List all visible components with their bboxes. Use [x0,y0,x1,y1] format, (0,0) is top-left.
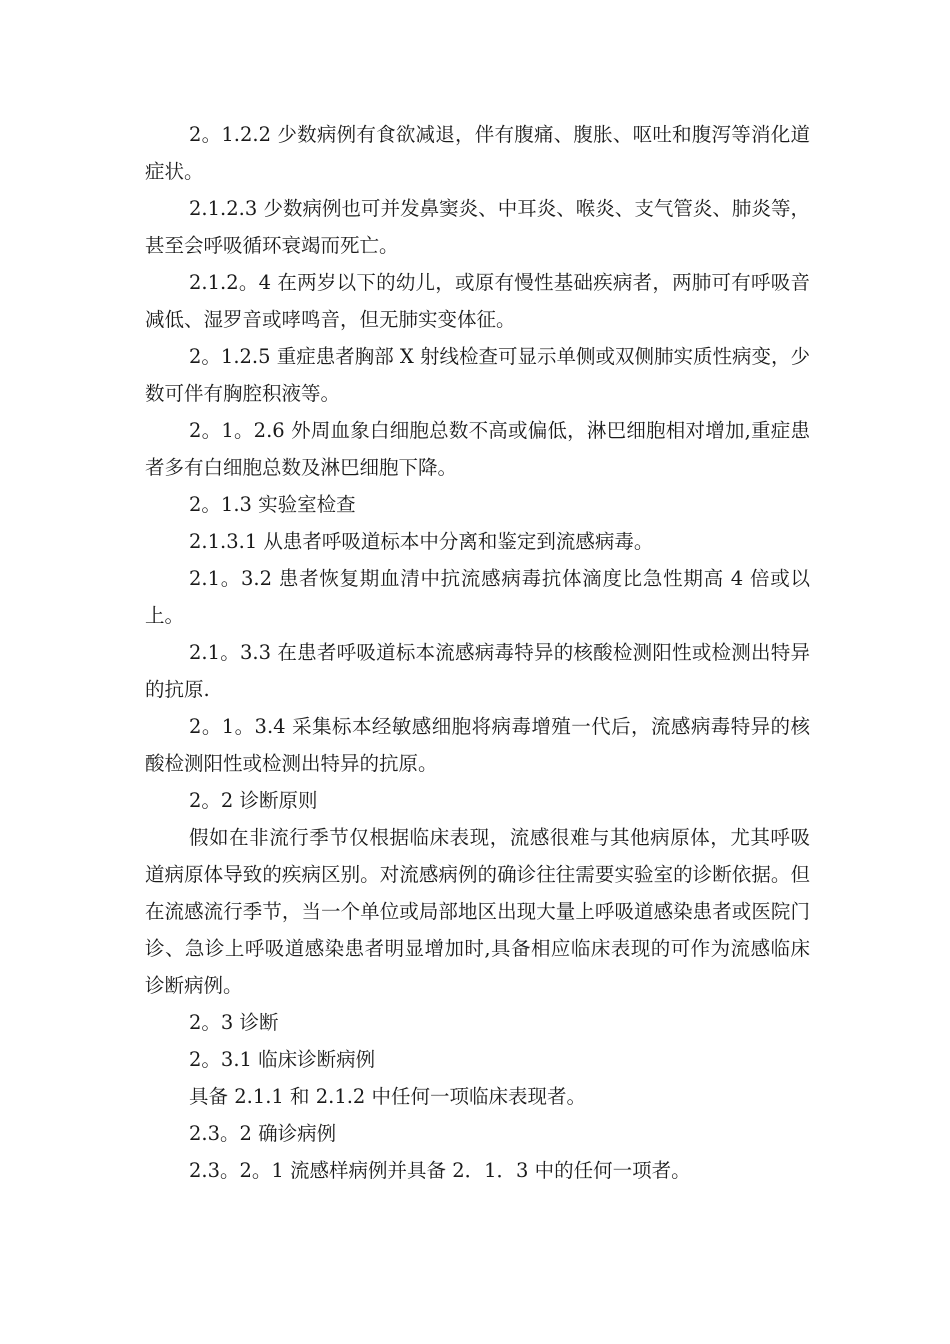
paragraph-2-1-2-3: 2.1.2.3 少数病例也可并发鼻窦炎、中耳炎、喉炎、支气管炎、肺炎等，甚至会呼吸循环衰竭而死亡。 [145,197,810,257]
document-page [145,116,810,1189]
paragraph-2-1-2-4: 2.1.2。4 在两岁以下的幼儿，或原有慢性基础疾病者，两肺可有呼吸音减低、湿罗音或哮鸣音，但无肺实变体征。 [145,271,810,331]
paragraph-2-1-3-2: 2.1。3.2 患者恢复期血清中抗流感病毒抗体滴度比急性期高 4 倍或以上。 [145,567,810,627]
paragraph-2-1-3-1: 2.1.3.1 从患者呼吸道标本中分离和鉴定到流感病毒。 [189,530,654,553]
paragraph-2-1-3-4: 2。1。3.4 采集标本经敏感细胞将病毒增殖一代后，流感病毒特异的核酸检测阳性或检测出特异的抗原。 [145,715,810,775]
heading-2-3-1: 2。3.1 临床诊断病例 [189,1048,376,1071]
heading-2-3-2: 2.3。2 确诊病例 [189,1122,337,1145]
paragraph-2-1-2-6: 2。1。2.6 外周血象白细胞总数不高或偏低，淋巴细胞相对增加,重症患者多有白细胞总数及淋巴细胞下降。 [145,419,810,479]
paragraph-2-1-2-2: 2。1.2.2 少数病例有食欲减退，伴有腹痛、腹胀、呕吐和腹泻等消化道症状。 [145,123,810,183]
paragraph-clinical-criteria: 具备 2.1.1 和 2.1.2 中任何一项临床表现者。 [189,1085,587,1108]
paragraph-2-1-2-5: 2。1.2.5 重症患者胸部 X 射线检查可显示单侧或双侧肺实质性病变，少数可伴有胸腔积液等。 [145,345,811,405]
paragraph-diagnosis-principle: 假如在非流行季节仅根据临床表现，流感很难与其他病原体，尤其呼吸道病原体导致的疾病区别。对流感病例的确诊往往需要实验室的诊断依据。但在流感流行季节，当一个单位或局部地区出现大量上呼吸道感染患者或医院门诊、急诊上呼吸道感染患者明显增加时,具备相应临床表现的可作为流感临床诊断病例。 [145,826,810,997]
heading-2-1-3: 2。1.3 实验室检查 [189,493,356,516]
heading-2-3: 2。3 诊断 [189,1011,279,1034]
heading-2-2: 2。2 诊断原则 [189,789,318,812]
paragraph-2-1-3-3: 2.1。3.3 在患者呼吸道标本流感病毒特异的核酸检测阳性或检测出特异的抗原. [145,641,810,701]
paragraph-2-3-2-1: 2.3。2。1 流感样病例并具备 2．1．3 中的任何一项者。 [189,1159,691,1182]
